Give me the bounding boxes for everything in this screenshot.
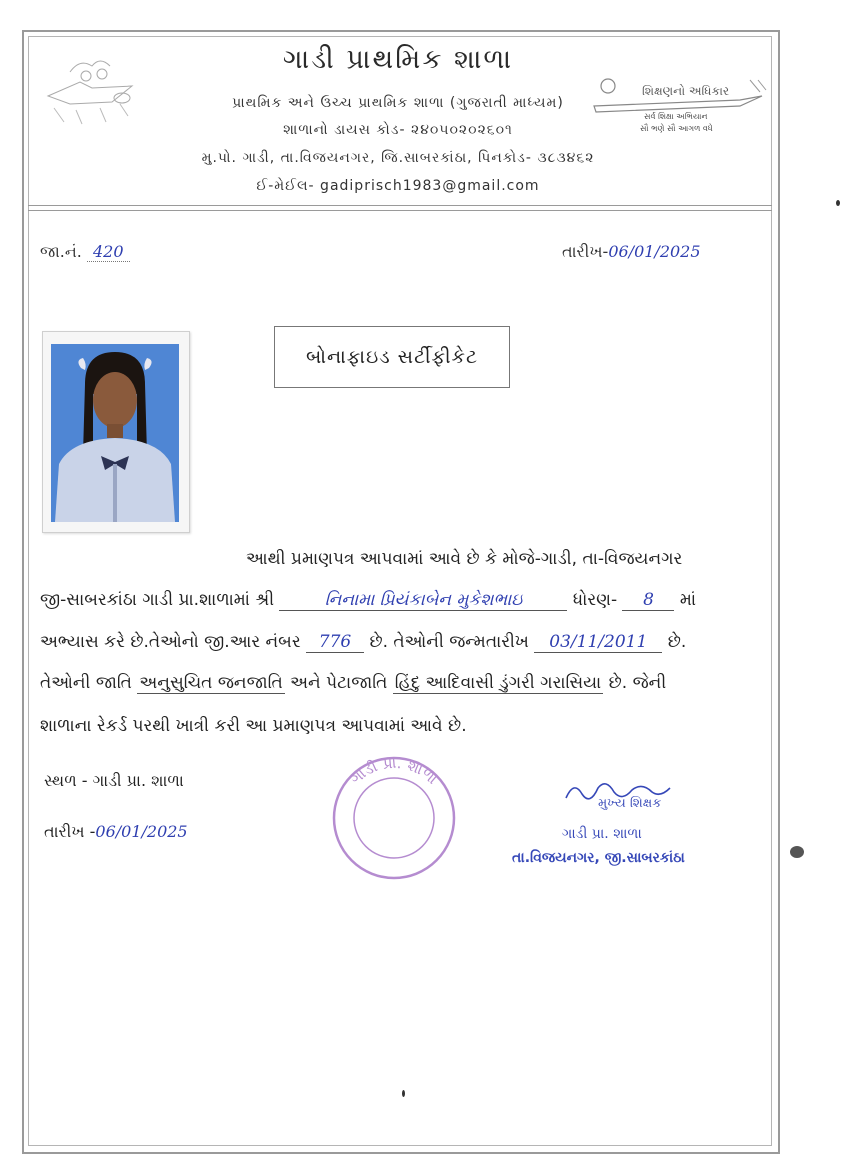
header-divider xyxy=(28,205,772,206)
gr-number: 776 xyxy=(306,633,364,653)
scan-speck xyxy=(836,200,840,206)
student-photo xyxy=(51,344,179,522)
body-line-4-tail: છે. જેની xyxy=(608,673,667,693)
stamp-text: ગાડી પ્રા. શાળા xyxy=(346,754,442,788)
dise-code-line: શાળાનો ડાયસ કોડ- ૨૪૦૫૦૨૦૨૬૦૧ xyxy=(283,122,513,138)
subcaste-value: હિંદુ આદિવાસી ડુંગરી ગરાસિયા xyxy=(394,673,602,693)
student-photo-frame xyxy=(42,331,190,533)
rte-logo-subtitle: સર્વ શિક્ષા અભિયાન xyxy=(644,112,708,121)
student-name: નિનામા પ્રિયંકાબેન મુકેશભાઇ xyxy=(279,591,567,611)
issue-date-value: 06/01/2025 xyxy=(608,242,701,261)
issue-date-label: તારીખ- xyxy=(562,242,609,261)
school-name: ગાડી પ્રાથમિક શાળા xyxy=(282,44,514,75)
footer-date-value: 06/01/2025 xyxy=(95,822,188,841)
body-line-2-tail: માં xyxy=(679,590,697,610)
reference-label: જા.નં. xyxy=(40,242,82,261)
school-stamp xyxy=(330,754,458,882)
rte-logo-title: શિક્ષણનો અધિકાર xyxy=(642,84,730,98)
footer-date xyxy=(44,822,188,842)
gr-label: અભ્યાસ કરે છે.તેઓનો જી.આર નંબર xyxy=(40,632,301,652)
caste-label: તેઓની જાતિ xyxy=(40,673,132,693)
signatory-school: ગાડી પ્રા. શાળા xyxy=(562,826,642,842)
place-line: સ્થળ - ગાડી પ્રા. શાળા xyxy=(44,771,184,790)
signature-designation: મુખ્ય શિક્ષક xyxy=(598,796,662,811)
issue-date xyxy=(562,242,701,262)
body-line-3-tail: છે. xyxy=(667,632,687,652)
standard-label: ધોરણ- xyxy=(572,590,618,610)
caste-value: અનુસુચિત જનજાતિ xyxy=(139,673,283,693)
address-line: મુ.પો. ગાડી, તા.વિજયનગર, જિ.સાબરકાંઠા, પિનકોડ- ૩૮૩૪૬૨ xyxy=(201,150,595,166)
body-line-1: આથી પ્રમાણપત્ર આપવામાં આવે છે કે મોજે-ગાડી, તા-વિજયનગર xyxy=(246,549,683,569)
rte-logo xyxy=(590,72,775,142)
school-type-line: પ્રાથમિક અને ઉચ્ચ પ્રાથમિક શાળા (ગુજરાતી માધ્યમ) xyxy=(232,95,564,111)
body-line-5: શાળાના રેકર્ડ પરથી ખાત્રી કરી આ પ્રમાણપત્ર આપવામાં આવે છે. xyxy=(40,716,467,736)
body-line-2 xyxy=(40,590,696,611)
certificate-title: બોનાફાઇડ સર્ટીફીકેટ xyxy=(274,326,510,388)
subcaste-label: અને પેટાજાતિ xyxy=(290,673,388,693)
signatory-address: તા.વિજયનગર, જી.સાબરકાંઠા xyxy=(512,850,685,866)
email-line: ઈ-મેઈલ- gadiprisch1983@gmail.com xyxy=(256,178,540,194)
header-divider-secondary xyxy=(28,210,772,211)
rte-logo-tagline: સૌ ભણે સૌ આગળ વધે xyxy=(640,124,713,133)
body-line-3 xyxy=(40,632,686,653)
standard-value: 8 xyxy=(622,591,674,611)
body-line-2-lead: જી-સાબરકાંઠા ગાડી પ્રા.શાળામાં શ્રી xyxy=(40,590,275,610)
scan-speck xyxy=(402,1090,405,1097)
birthdate-label: છે. તેઓની જન્મતારીખ xyxy=(369,632,529,652)
body-line-4 xyxy=(40,673,666,694)
footer-date-label: તારીખ - xyxy=(44,822,96,841)
birth-date: 03/11/2011 xyxy=(534,633,662,653)
reference-number xyxy=(40,242,130,262)
reference-value: 420 xyxy=(87,242,130,262)
scan-speck xyxy=(790,846,804,858)
